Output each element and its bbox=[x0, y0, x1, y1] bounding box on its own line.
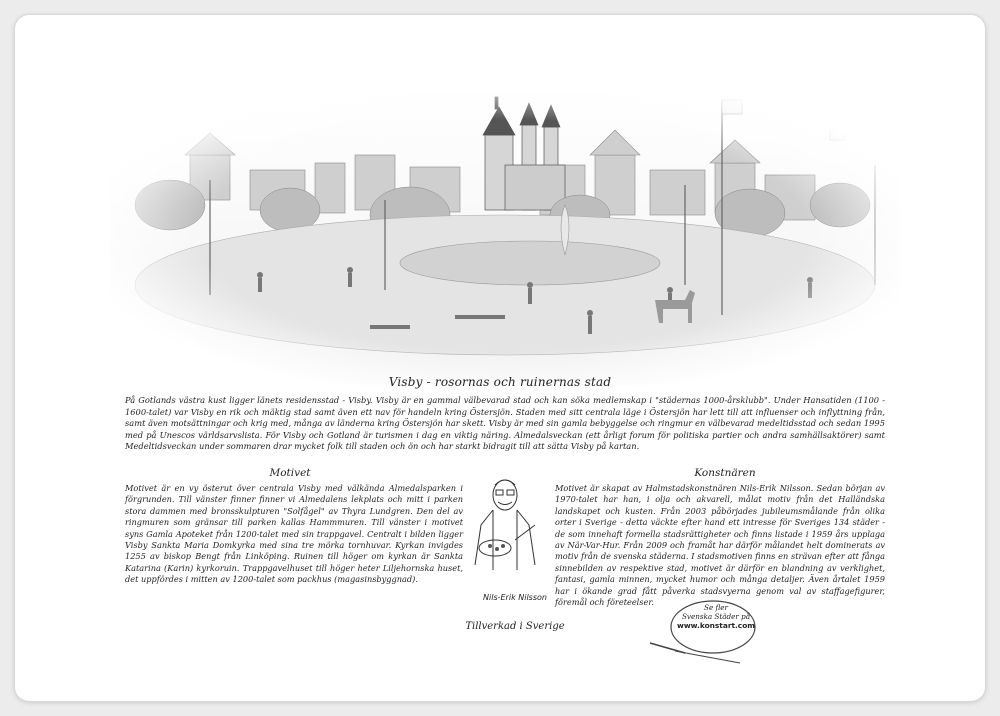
intro-paragraph: På Gotlands västra kust ligger länets residensstad - Visby. Visby är en gammal välbevarad stad och kan söka medlemskap i "städernas 1000-årsklubb". Under Hansatiden (1100 - 1600-talet) var Visby en rik och mäktig stad samt även ett nav för handeln kring Östersjön. Staden med sitt centrala läge i Östersjön har lett till att influenser och inflyttning från, samt även motsättningar och krig med, många av länderna kring Östersjön har skett. Visby är med sin gamla bebyggelse och ringmur en välbevarad medeltidsstad och sedan 1995 med på Unescos världsarvslista. För Visby och Gotland är turismen i dag en viktig näring. Almedalsveckan (ett årligt forum för politiska partier och andra samhällsaktörer) samt Medeltidsveckan under sommaren drar mycket folk till staden och ön och har starkt bidragit till att sätta Visby på kartan. bbox=[125, 395, 885, 452]
logo-line2: Svenska Städer på bbox=[681, 612, 751, 621]
poster-sheet bbox=[15, 15, 985, 701]
konstnaren-heading: Konstnären bbox=[694, 467, 756, 479]
poster-title: Visby - rosornas och ruinernas stad bbox=[388, 375, 612, 389]
logo-url: www.konstart.com bbox=[677, 621, 755, 630]
artist-signature: Nils-Erik Nilsson bbox=[483, 593, 547, 602]
motivet-heading: Motivet bbox=[269, 467, 311, 479]
logo-line1: Se fler bbox=[704, 603, 728, 612]
artist-portrait bbox=[465, 470, 545, 610]
made-in-sweden: Tillverkad i Sverige bbox=[465, 621, 565, 632]
visby-illustration bbox=[110, 85, 900, 385]
logo-text bbox=[675, 603, 757, 630]
konstnaren-text: Motivet är skapat av Halmstadskonstnären Nils-Erik Nilsson. Sedan början av 1970-talet har han, i olja och akvarell, målat motiv från det Halländska landskapet och kusten. Från 2003 påbörjades jubileumsmålande från olika orter i Sverige - detta väckte efter hand ett intresse för Sveriges 134 städer - de som innehaft formella stadsrättigheter och finns listade i 1959 års upplaga av När-Var-Hur. Från 2009 och framåt har därför målandet helt dominerats av motiv från de svenska städerna. I stadsmotiven finns en strävan efter att fånga sinnebilden av respektive stad, motivet är därför en blandning av verklighet, fantasi, gamla minnen, mycket humor och många detaljer. Även årtalet 1959 har i ökande grad fått påverka stadsvyerna genom val av staffagefigurer, föremål och företeelser. bbox=[555, 483, 885, 608]
motivet-text: Motivet är en vy österut över centrala Visby med välkända Almedalsparken i förgrunden. Till vänster finner finner vi Almedalens lekplats och mitt i parken stora dammen med bronsskulpturen "Solfågel" av Thyra Lundgren. Den del av ringmuren som gränsar till parken kallas Hammmuren. Till vänster i motivet syns Gamla Apoteket från 1200-talet med sin trappgavel. Centralt i bilden ligger Visby Sankta Maria Domkyrka med sina tre mörka tornhuvar. Kyrkan invigdes 1255 av biskop Bengt från Linköping. Ruinen till höger om kyrkan är Sankta Katarina (Karin) kyrkoruin. Trappgavelhuset till höger heter Liljehornska huset, det uppfördes i mitten av 1200-talet som packhus (magasinsbyggnad). bbox=[125, 483, 463, 585]
